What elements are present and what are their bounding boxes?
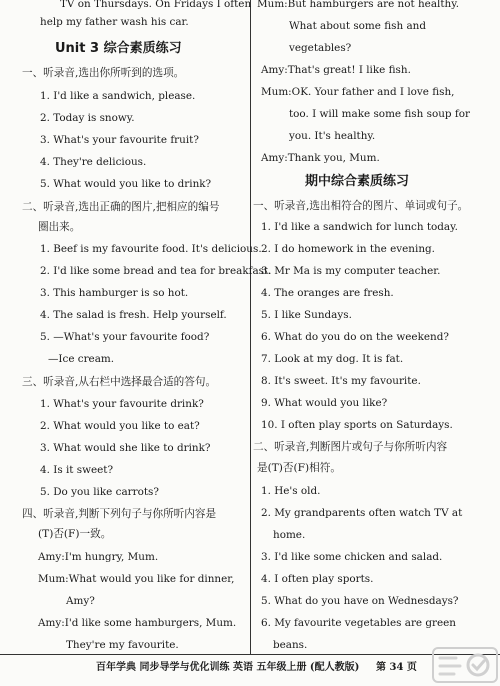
section-heading: (T)否(F)一致。 <box>38 528 112 540</box>
list-item: 1. Beef is my favourite food. It's delicious. <box>40 243 262 255</box>
section-heading: 四、听录音,判断下列句子与你所听内容是 <box>22 508 217 520</box>
section-heading: 二、听录音,选出正确的图片,把相应的编号 <box>22 201 220 213</box>
list-item: 1. He's old. <box>261 485 321 497</box>
list-item: 4. Is it sweet? <box>40 464 114 476</box>
dialogue-line: Mum:But hamburgers are not healthy. <box>257 0 460 10</box>
list-item: 9. What would you like? <box>261 397 388 409</box>
list-item: 5. Do you like carrots? <box>40 486 159 498</box>
list-item: 1. I'd like a sandwich for lunch today. <box>261 221 458 233</box>
list-item: 3. I'd like some chicken and salad. <box>261 551 443 563</box>
list-item: 4. I often play sports. <box>261 573 374 585</box>
dialogue-line: vegetables? <box>289 42 352 54</box>
midterm-title: 期中综合素质练习 <box>305 174 410 189</box>
footer-rule <box>0 654 500 655</box>
dialogue-line: Mum:OK. Your father and I love fish, <box>261 86 455 98</box>
dialogue-line: Amy:I'm hungry, Mum. <box>38 551 159 563</box>
footer-book-title: 百年学典 同步导学与优化训练 英语 五年级上册 (配人教版) <box>96 662 360 673</box>
dialogue-line: Amy:That's great! I like fish. <box>261 64 411 76</box>
section-heading: 圈出来。 <box>38 221 81 233</box>
list-item: beans. <box>273 639 308 651</box>
dialogue-line: Mum:What would you like for dinner, <box>38 573 235 585</box>
section-heading: 一、听录音,选出你所听到的选项。 <box>22 67 185 79</box>
section-heading: 一、听录音,选出相符合的图片、单词或句子。 <box>253 200 469 212</box>
list-item: 3. Mr Ma is my computer teacher. <box>261 265 441 277</box>
list-item: 6. My favourite vegetables are green <box>261 617 456 629</box>
list-item: 4. The oranges are fresh. <box>261 287 394 299</box>
list-item: 1. I'd like a sandwich, please. <box>40 90 196 102</box>
passage-line: help my father wash his car. <box>40 16 189 28</box>
list-item: 6. What do you do on the weekend? <box>261 331 449 343</box>
dialogue-line: Amy? <box>66 595 95 607</box>
page-number: 第 34 页 <box>376 662 417 673</box>
list-item: 5. I like Sundays. <box>261 309 352 321</box>
list-item: 1. What's your favourite drink? <box>40 398 204 410</box>
list-item: 7. Look at my dog. It is fat. <box>261 353 404 365</box>
list-item: 10. I often play sports on Saturdays. <box>261 419 453 431</box>
list-item: 5. What would you like to drink? <box>40 178 212 190</box>
section-heading: 是(T)否(F)相符。 <box>257 462 341 474</box>
list-item: 3. This hamburger is so hot. <box>40 287 189 299</box>
list-item: 3. What's your favourite fruit? <box>40 134 199 146</box>
list-item: 5. —What's your favourite food? <box>40 331 210 343</box>
list-item: 2. What would you like to eat? <box>40 420 200 432</box>
passage-line: TV on Thursdays. On Fridays I often <box>60 0 252 10</box>
list-item: 3. What would she like to drink? <box>40 442 211 454</box>
unit-title: Unit 3 综合素质练习 <box>55 41 182 56</box>
dialogue-line: you. It's healthy. <box>289 130 376 142</box>
list-item: 2. I do homework in the evening. <box>261 243 435 255</box>
list-item: 4. They're delicious. <box>40 156 147 168</box>
list-item: —Ice cream. <box>48 353 115 365</box>
answer-site-watermark-icon <box>432 646 498 684</box>
section-heading: 三、听录音,从右栏中选择最合适的答句。 <box>22 376 217 388</box>
list-item: 8. It's sweet. It's my favourite. <box>261 375 421 387</box>
list-item: home. <box>273 529 306 541</box>
column-divider <box>250 0 251 654</box>
list-item: 4. The salad is fresh. Help yourself. <box>40 309 227 321</box>
dialogue-line: Amy:I'd like some hamburgers, Mum. <box>38 617 237 629</box>
dialogue-line: What about some fish and <box>289 20 427 32</box>
dialogue-line: too. I will make some fish soup for <box>289 108 470 120</box>
dialogue-line: They're my favourite. <box>66 639 179 651</box>
list-item: 2. Today is snowy. <box>40 112 135 124</box>
list-item: 2. My grandparents often watch TV at <box>261 507 463 519</box>
list-item: 2. I'd like some bread and tea for breakfast. <box>40 265 272 277</box>
list-item: 5. What do you have on Wednesdays? <box>261 595 459 607</box>
section-heading: 二、听录音,判断图片或句子与你所听内容 <box>253 441 448 453</box>
dialogue-line: Amy:Thank you, Mum. <box>261 152 380 164</box>
